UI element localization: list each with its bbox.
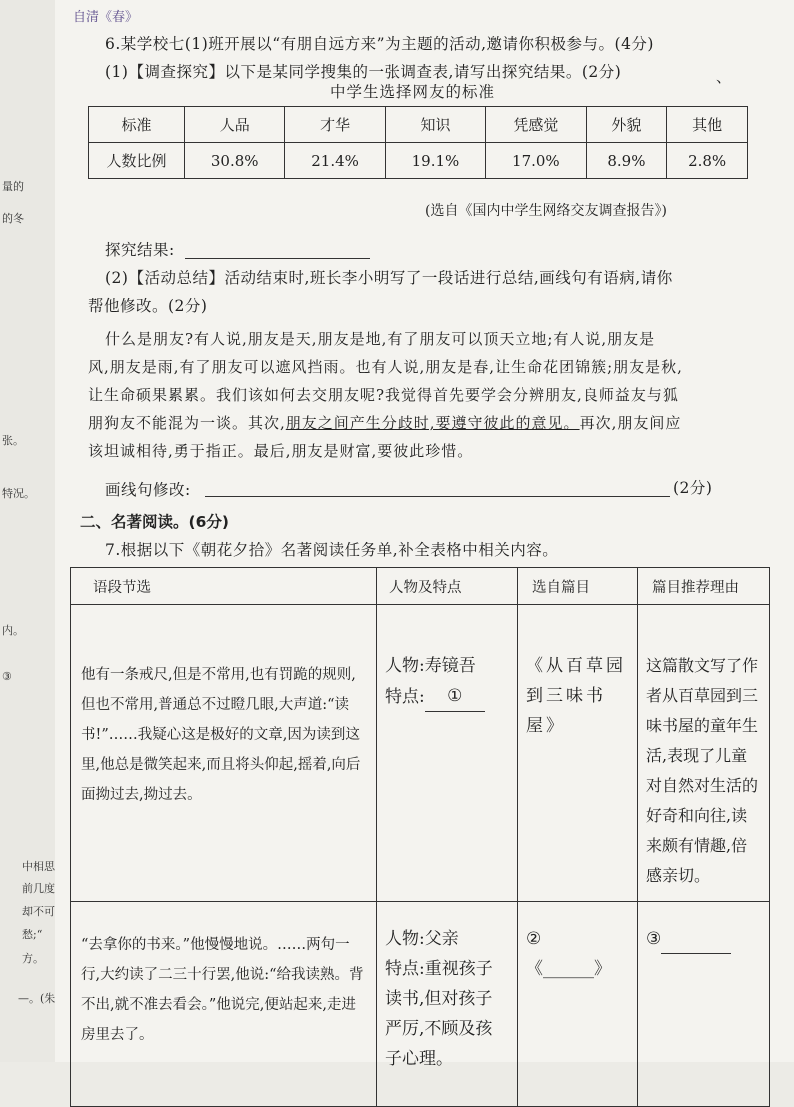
q6-part2-line2: 帮他修改。(2分): [88, 297, 208, 315]
passage-line: 该坦诚相待,勇于指正。最后,朋友是财富,要彼此珍惜。: [88, 442, 474, 460]
trait-label: 特点:: [385, 687, 425, 707]
margin-fragment: 特况。: [2, 487, 35, 500]
survey-value: 8.9%: [586, 143, 667, 179]
reason-text: 这篇散文写了作者从百草园到三味书屋的童年生活,表现了儿童对自然对生活的好奇和向往,读来颇有情趣,倍感亲切。: [646, 656, 759, 885]
survey-row-label: 人数比例: [89, 143, 185, 179]
task-col-header: 篇目推荐理由: [638, 568, 770, 605]
survey-value: 21.4%: [285, 143, 385, 179]
article-cell: [518, 605, 638, 902]
person-name: 人物:父亲: [385, 929, 459, 949]
section2-title: 二、名著阅读。(6分): [80, 513, 229, 531]
reason-cell: [638, 605, 770, 902]
margin-fragment: 中相思: [22, 860, 55, 873]
passage-line: 让生命硕果累累。我们该如何去交朋友呢?我觉得首先要学会分辨朋友,良师益友与狐: [88, 386, 679, 404]
passage-text: 朋狗友不能混为一谈。其次,: [88, 414, 286, 432]
article-answer-blank[interactable]: 《______》: [526, 959, 611, 979]
passage-text: 再次,朋友间应: [579, 414, 682, 432]
task-col-header: 语段节选: [71, 568, 377, 605]
task-col-header: 人物及特点: [377, 568, 518, 605]
trait-text: 特点:重视孩子读书,但对孩子严厉,不顾及孩子心理。: [385, 959, 493, 1069]
stray-mark: 、: [716, 68, 732, 86]
task-row: [71, 605, 770, 902]
margin-fragment: ③: [2, 670, 12, 683]
survey-value-row: [89, 143, 748, 179]
revise-answer-blank[interactable]: [205, 476, 670, 497]
revise-label: 画线句修改:: [105, 481, 191, 499]
revise-score: (2分): [673, 479, 713, 497]
survey-value: 2.8%: [667, 143, 748, 179]
margin-fragment: 方。: [22, 952, 44, 965]
survey-value: 30.8%: [185, 143, 285, 179]
margin-fragment: 张。: [2, 434, 24, 447]
result-label: 探究结果:: [105, 241, 175, 259]
passage-line-with-underline: [88, 412, 681, 433]
task-header-row: [71, 568, 770, 605]
result-answer-blank[interactable]: [185, 238, 370, 259]
survey-header-label: 标准: [89, 107, 185, 143]
trait-answer-blank[interactable]: [425, 681, 485, 712]
margin-fragment: 却不可: [22, 905, 55, 918]
survey-value: 19.1%: [385, 143, 485, 179]
q6-part1: (1)【调查探究】以下是某同学搜集的一张调查表,请写出探究结果。(2分): [105, 63, 622, 81]
survey-value: 17.0%: [486, 143, 586, 179]
excerpt-cell: [71, 902, 377, 1107]
person-name: 人物:寿镜吾: [385, 656, 476, 676]
task-row: [71, 902, 770, 1107]
margin-fragment: —。(朱: [18, 992, 55, 1005]
header-fragment: 自清《春》: [73, 10, 139, 25]
margin-fragment: 愁;“: [22, 928, 43, 941]
person-cell: [377, 605, 518, 902]
passage-line: 风,朋友是雨,有了朋友可以遮风挡雨。也有人说,朋友是春,让生命花团锦簇;朋友是秋,: [88, 358, 683, 376]
survey-col-header: 外貌: [586, 107, 667, 143]
trait-line: [385, 681, 509, 712]
margin-fragment: 量的: [2, 180, 24, 193]
passage-line: 什么是朋友?有人说,朋友是天,朋友是地,有了朋友可以顶天立地;有人说,朋友是: [105, 330, 656, 348]
survey-col-header: 人品: [185, 107, 285, 143]
survey-header-row: [89, 107, 748, 143]
article-cell: [518, 902, 638, 1107]
person-cell: [377, 902, 518, 1107]
blank-number: ②: [526, 929, 542, 949]
survey-table-title: 中学生选择网友的标准: [330, 83, 496, 101]
reading-task-table: [70, 567, 770, 1107]
reason-answer-blank[interactable]: [661, 933, 731, 954]
survey-col-header: 其他: [667, 107, 748, 143]
survey-col-header: 才华: [285, 107, 385, 143]
q6-part2-line1: (2)【活动总结】活动结束时,班长李小明写了一段话进行总结,画线句有语病,请你: [105, 269, 673, 287]
underlined-sentence: 朋友之间产生分歧时,要遵守彼此的意见。: [285, 414, 580, 432]
survey-col-header: 知识: [385, 107, 485, 143]
margin-fragment: 内。: [2, 624, 24, 637]
blank-number: ①: [447, 686, 463, 706]
left-page-edge: [0, 0, 55, 1062]
survey-table: [88, 106, 748, 179]
margin-fragment: 的冬: [2, 212, 24, 225]
survey-col-header: 凭感觉: [486, 107, 586, 143]
margin-fragment: 前几度: [22, 882, 55, 895]
excerpt-text: “去拿你的书来。”他慢慢地说。……两句一行,大约读了二三十行罢,他说:“给我读熟。背不出,就不准去看会。”他说完,便站起来,走进房里去了。: [81, 937, 364, 1043]
article-title: 《从百草园到三味书屋》: [526, 656, 626, 736]
blank-number: ③: [646, 929, 662, 949]
reason-cell: [638, 902, 770, 1107]
survey-source: (选自《国内中学生网络交友调查报告》): [425, 203, 667, 219]
q6-title: 6.某学校七(1)班开展以“有朋自远方来”为主题的活动,邀请你积极参与。(4分): [105, 35, 654, 53]
task-col-header: 选自篇目: [518, 568, 638, 605]
excerpt-cell: [71, 605, 377, 902]
excerpt-text: 他有一条戒尺,但是不常用,也有罚跪的规则,但也不常用,普通总不过瞪几眼,大声道:“读书!”……我疑心这是极好的文章,因为读到这里,他总是微笑起来,而且将头仰起,摇着,向后面拗过去,拗过去。: [81, 667, 361, 803]
q7-prompt: 7.根据以下《朝花夕拾》名著阅读任务单,补全表格中相关内容。: [105, 541, 559, 559]
